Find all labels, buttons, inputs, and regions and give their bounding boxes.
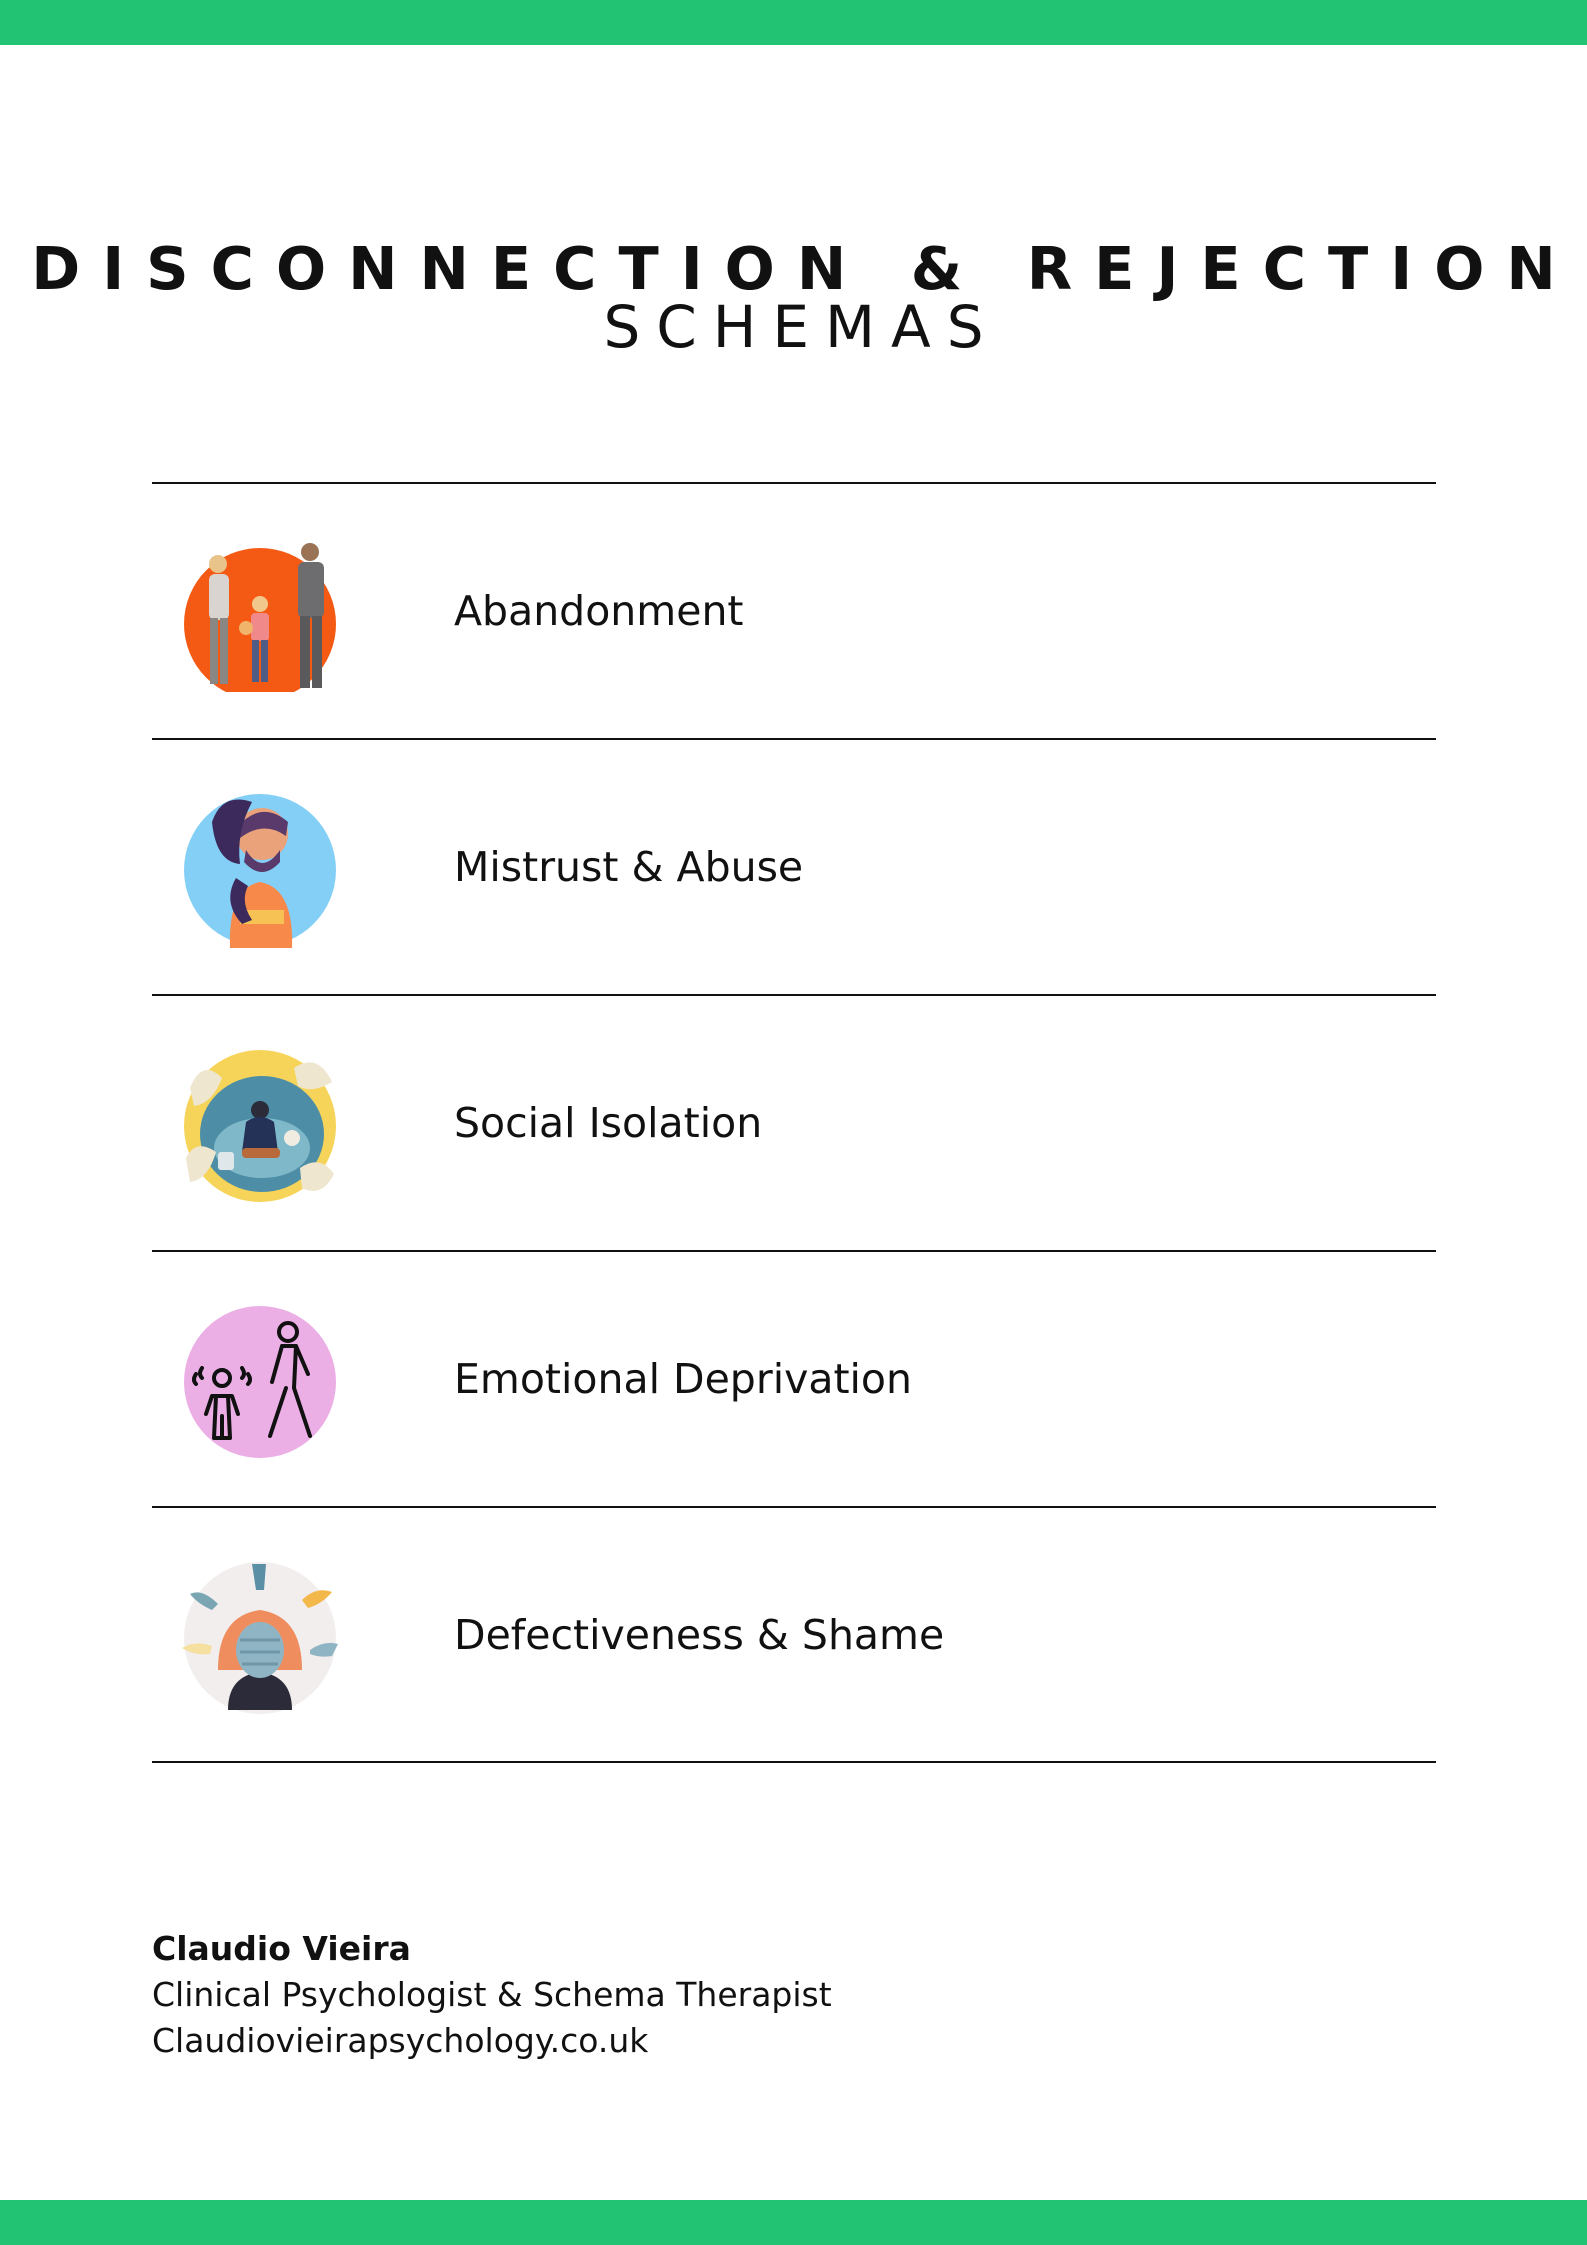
schema-label: Mistrust & Abuse bbox=[454, 843, 804, 891]
schema-label: Emotional Deprivation bbox=[454, 1355, 913, 1403]
schema-label: Social Isolation bbox=[454, 1099, 763, 1147]
crying-child-walking-adult-icon bbox=[182, 1304, 338, 1460]
author-website: Claudiovieirapsychology.co.uk bbox=[152, 2021, 649, 2060]
schema-label: Defectiveness & Shame bbox=[454, 1611, 945, 1659]
schema-row-abandonment bbox=[152, 484, 1436, 739]
schema-row-emotional-deprivation bbox=[152, 1252, 1436, 1507]
schema-row-mistrust-abuse bbox=[152, 740, 1436, 995]
schema-row-defectiveness-shame bbox=[152, 1508, 1436, 1763]
bottom-accent-bar bbox=[0, 2200, 1587, 2245]
schema-row-social-isolation bbox=[152, 996, 1436, 1251]
schema-label: Abandonment bbox=[454, 587, 744, 635]
divider bbox=[152, 1761, 1436, 1763]
author-role: Clinical Psychologist & Schema Therapist bbox=[152, 1975, 832, 2014]
hidden-figure-behind-person-icon bbox=[182, 792, 338, 948]
family-parents-child-icon bbox=[182, 536, 338, 692]
author-block bbox=[152, 1926, 832, 2064]
person-sitting-alone-icon bbox=[182, 1048, 338, 1204]
person-covering-face-pointed-at-icon bbox=[182, 1560, 338, 1716]
page-subtitle: SCHEMAS bbox=[603, 293, 1000, 361]
top-accent-bar bbox=[0, 0, 1587, 45]
page-title: DISCONNECTION & REJECTION bbox=[31, 234, 1578, 303]
author-name: Claudio Vieira bbox=[152, 1929, 411, 1968]
